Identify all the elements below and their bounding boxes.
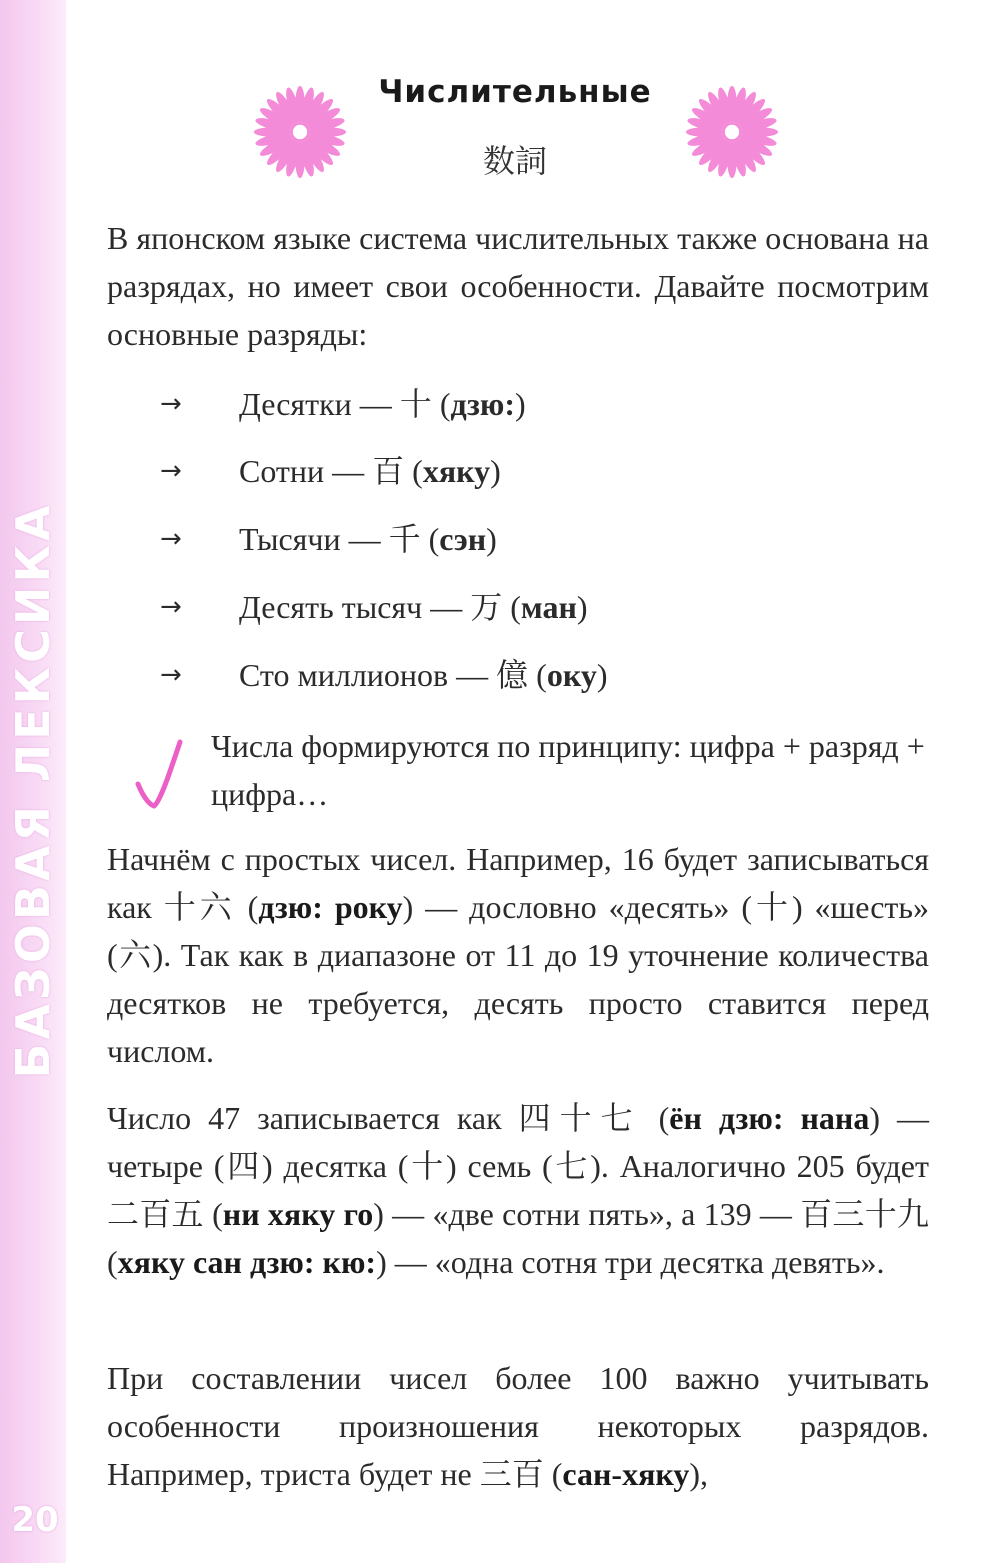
flower-center	[723, 123, 740, 140]
paragraph-examples: Число 47 записывается как 四十七 (ён дзю: нана) — четыре (四) десятка (十) семь (七). Аналогично 205 будет 二百五 (ни хяку го) — «две сотни пять», а 139 — 百三十九 (хяку сан дзю: кю:) — «одна сотня три десятка девять».	[107, 1100, 930, 1280]
list-item-reading: ман	[520, 589, 577, 625]
intro-paragraph: В японском языке система числительных также основана на разрядах, но имеет свои особенности. Давайте посмотрим основные разряды:	[107, 220, 929, 352]
list-item-reading: оку	[546, 657, 597, 693]
list-item-label: Тысячи —	[239, 521, 389, 557]
list-item-label: Десять тысяч —	[239, 589, 471, 625]
list-item-reading: хяку	[422, 453, 491, 489]
list-item: → Десятки — 十 (дзю:)	[160, 386, 526, 422]
arrow-right-icon: →	[160, 389, 182, 419]
list-item-kanji: 億	[496, 657, 529, 693]
flower-center	[291, 123, 308, 140]
arrow-right-icon: →	[160, 592, 182, 622]
list-item-reading: сэн	[439, 521, 487, 557]
check-mark-icon	[128, 732, 192, 812]
note-text: Числа формируются по принципу: цифра + разряд + цифра…	[211, 728, 925, 812]
list-item: → Сто миллионов — 億 (оку)	[160, 657, 608, 693]
list-item-label: Сто миллионов —	[239, 657, 497, 693]
list-item-label: Десятки —	[239, 386, 400, 422]
paragraph-teen-numbers: Начнём с простых чисел. Например, 16 будет записываться как 十六 (дзю: року) — дословно «десять» (十) «шесть» (六). Так как в диапазоне от 11 до 19 уточнение количества десятков не требуется, десять просто ставится перед числом.	[107, 841, 929, 1069]
list-item: → Сотни — 百 (хяку)	[160, 453, 501, 489]
sidebar-band	[0, 0, 66, 1563]
list-item-kanji: 百	[372, 453, 405, 489]
list-item: → Тысячи — 千 (сэн)	[160, 521, 497, 557]
chrysanthemum-icon	[252, 84, 348, 180]
list-item-kanji: 万	[470, 589, 503, 625]
list-item-label: Сотни —	[239, 453, 373, 489]
list-item-kanji: 千	[388, 521, 421, 557]
chrysanthemum-icon	[684, 84, 780, 180]
list-item: → Десять тысяч — 万 (ман)	[160, 589, 588, 625]
arrow-right-icon: →	[160, 456, 182, 486]
section-title-vertical: БАЗОВАЯ ЛЕКСИКА	[6, 501, 60, 1079]
list-item-reading: дзю:	[450, 386, 516, 422]
arrow-right-icon: →	[160, 524, 182, 554]
page-heading-japanese: 数詞	[482, 142, 547, 180]
list-item-kanji: 十	[399, 386, 432, 422]
paragraph-pronunciation: При составлении чисел более 100 важно учитывать особенности произношения некоторых разрядов. Например, триста будет не 三百 (сан-хяку),	[107, 1360, 929, 1492]
page-heading: Числительные	[378, 74, 652, 110]
arrow-right-icon: →	[160, 660, 182, 690]
page-number: 20	[11, 1500, 59, 1540]
